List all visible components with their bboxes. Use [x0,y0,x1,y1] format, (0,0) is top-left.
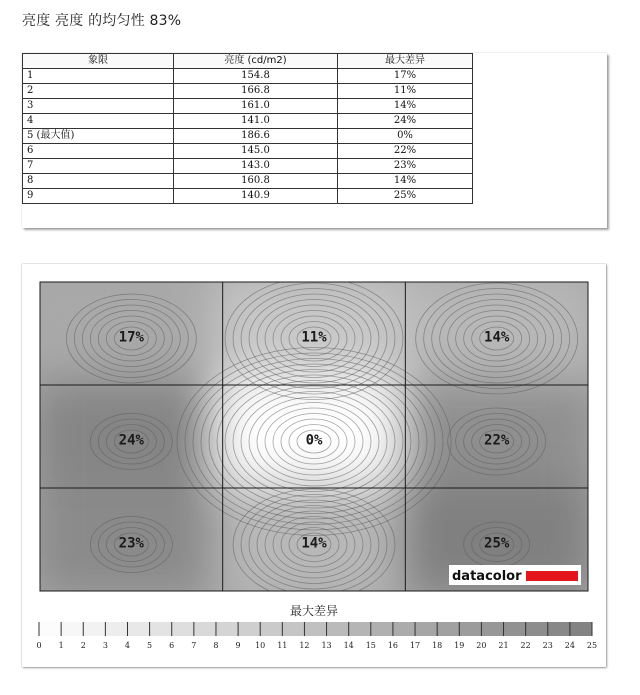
scale-tick-label: 6 [169,641,175,650]
scale-segment [39,622,62,636]
scale-segment [415,622,438,636]
scale-tick-label: 10 [255,641,266,650]
scale-tick-label: 14 [343,641,354,650]
scale-tick-label: 24 [564,641,575,650]
max-difference-cell: 14% [338,174,473,189]
scale-segment [570,622,593,636]
uniformity-heatmap [22,264,606,667]
scale-segment [105,622,128,636]
scale-tick-label: 4 [124,641,131,650]
quadrant-cell: 6 [23,144,174,159]
cell-label: 25% [484,535,510,552]
table-row [23,84,473,99]
cell-label: 22% [484,432,510,449]
column-header-luminance: 亮度 (cd/m2) [174,54,338,69]
luminance-cell: 166.8 [174,84,338,99]
scale-segment [327,622,350,636]
scale-tick-label: 15 [365,641,376,650]
scale-tick-label: 18 [432,641,443,650]
scale-segment [216,622,239,636]
cell-label: 14% [484,329,510,346]
scale-tick-label: 2 [80,641,86,650]
scale-tick-label: 8 [213,641,219,650]
datacolor-logo [449,565,581,585]
column-header-quadrant: 象限 [23,54,174,69]
luminance-cell: 143.0 [174,159,338,174]
scale-label: 最大差异 [289,604,339,618]
luminance-cell: 140.9 [174,189,338,204]
scale-segment [371,622,394,636]
quadrant-cell: 1 [23,69,174,84]
table-row [23,189,473,204]
cell-label: 11% [301,329,327,346]
scale-segment [504,622,527,636]
luminance-cell: 141.0 [174,114,338,129]
max-difference-cell: 23% [338,159,473,174]
scale-tick-label: 3 [102,641,108,650]
scale-segment [481,622,504,636]
scale-tick-label: 5 [147,641,153,650]
scale-segment [526,622,549,636]
scale-tick-label: 20 [476,641,487,650]
scale-segment [437,622,460,636]
cell-label: 23% [118,535,144,552]
max-difference-cell: 24% [338,114,473,129]
scale-tick-label: 25 [586,641,598,650]
max-difference-cell: 22% [338,144,473,159]
table-row [23,129,473,144]
scale-segment [282,622,305,636]
scale-segment [260,622,283,636]
column-header-max-difference: 最大差异 [338,54,473,69]
uniformity-chart-card [22,264,606,667]
quadrant-cell: 7 [23,159,174,174]
cell-label: 0% [305,432,323,449]
luminance-cell: 186.6 [174,129,338,144]
max-difference-cell: 11% [338,84,473,99]
scale-tick-label: 9 [235,641,241,650]
table-row [23,144,473,159]
scale-segment [304,622,327,636]
quadrant-cell: 9 [23,189,174,204]
scale-tick-label: 22 [520,641,531,650]
scale-segment [150,622,173,636]
table-row [23,69,473,84]
luminance-cell: 154.8 [174,69,338,84]
difference-scale [36,622,597,650]
luminance-cell: 161.0 [174,99,338,114]
cell-label: 24% [118,432,144,449]
table-row [23,159,473,174]
scale-tick-label: 19 [454,641,465,650]
scale-tick-label: 1 [58,641,64,650]
luminance-cell: 145.0 [174,144,338,159]
scale-segment [548,622,571,636]
quadrant-cell: 2 [23,84,174,99]
scale-tick-label: 11 [277,641,288,650]
logo-text: datacolor [452,569,522,584]
scale-segment [61,622,84,636]
max-difference-cell: 0% [338,129,473,144]
cell-label: 14% [301,535,327,552]
scale-tick-label: 7 [191,641,197,650]
uniformity-table-card [22,53,607,228]
table-row [23,99,473,114]
table-row [23,174,473,189]
scale-segment [459,622,482,636]
scale-tick-label: 13 [321,641,332,650]
scale-segment [127,622,150,636]
scale-tick-label: 12 [299,641,310,650]
logo-red-bar [526,571,578,581]
quadrant-cell: 3 [23,99,174,114]
scale-tick-label: 16 [387,641,399,650]
table-header-row [23,54,473,69]
quadrant-cell: 5 (最大值) [23,129,174,144]
page-title: 亮度 亮度 的均匀性 83% [22,13,182,29]
cell-label: 17% [118,329,144,346]
quadrant-cell: 8 [23,174,174,189]
scale-segment [238,622,261,636]
scale-segment [83,622,106,636]
scale-segment [393,622,416,636]
scale-segment [349,622,372,636]
max-difference-cell: 25% [338,189,473,204]
scale-tick-label: 0 [36,641,42,650]
quadrant-cell: 4 [23,114,174,129]
max-difference-cell: 14% [338,99,473,114]
uniformity-table [22,53,473,204]
scale-segment [172,622,195,636]
table-row [23,114,473,129]
max-difference-cell: 17% [338,69,473,84]
scale-tick-label: 21 [498,641,509,650]
scale-tick-label: 17 [409,641,421,650]
scale-segment [194,622,217,636]
scale-tick-label: 23 [542,641,553,650]
luminance-cell: 160.8 [174,174,338,189]
